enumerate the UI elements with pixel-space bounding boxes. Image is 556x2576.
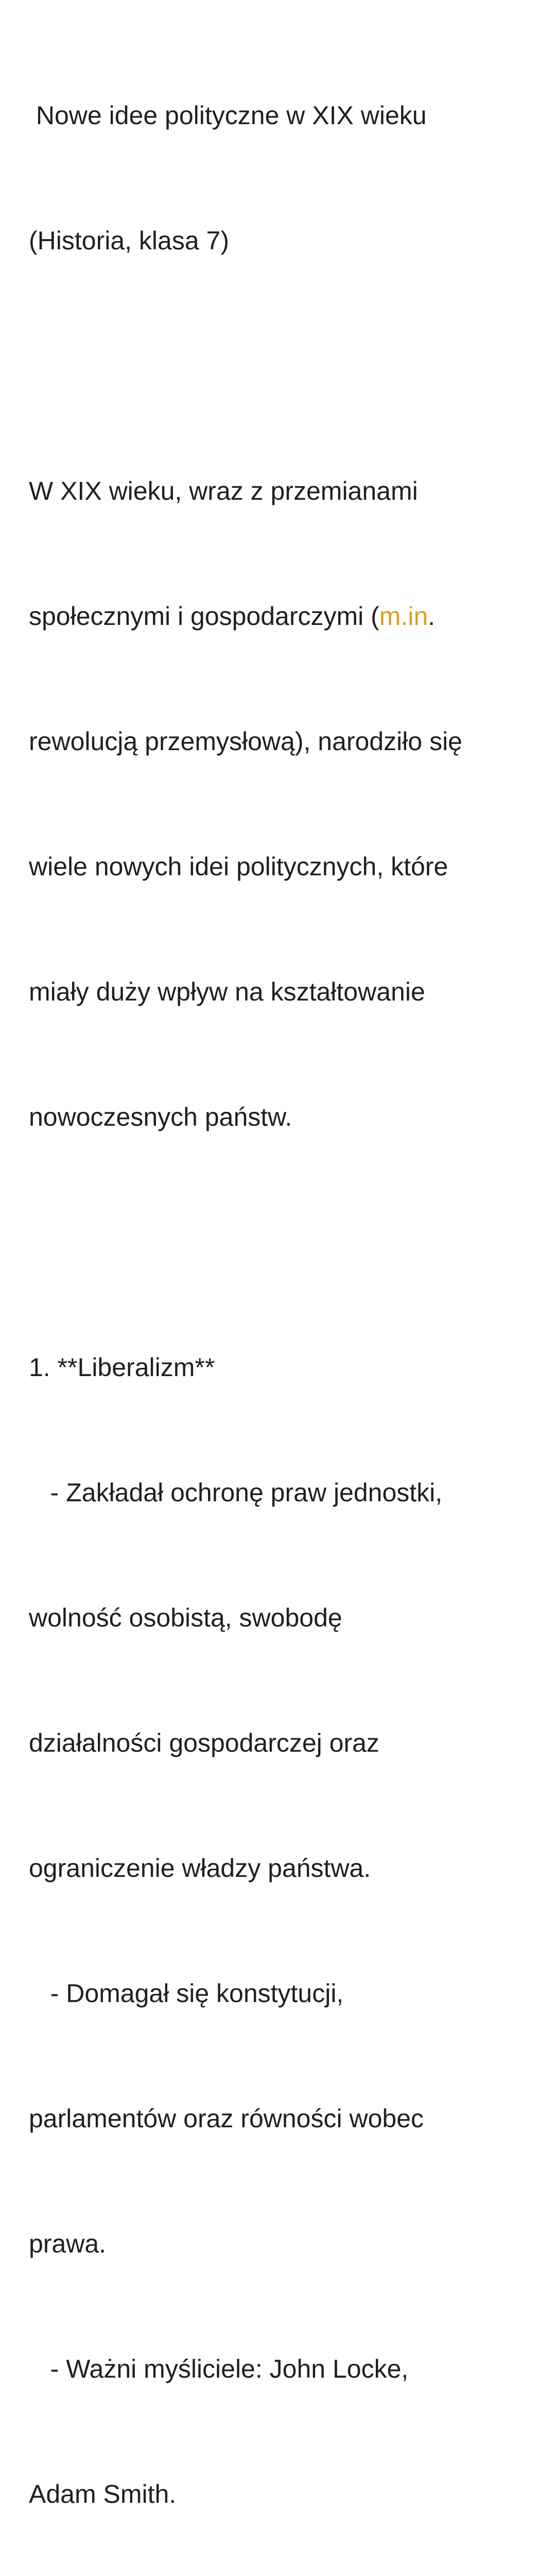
intro-line-post: .: [428, 602, 436, 631]
intro-line-with-link: [29, 596, 538, 637]
section-line: - Zakładał ochronę praw jednostki,: [29, 1478, 443, 1507]
note-subtitle-line: (Historia, klasa 7): [29, 226, 229, 255]
note-body: [29, 11, 538, 2576]
section-line: ograniczenie władzy państwa.: [29, 1854, 371, 1883]
intro-line: nowoczesnych państw.: [29, 1103, 292, 1131]
note-title-line: Nowe idee polityczne w XIX wieku: [29, 101, 427, 130]
section-line: działalności gospodarczej oraz: [29, 1728, 379, 1757]
intro-line-pre: społecznymi i gospodarczymi (: [29, 602, 379, 631]
section-line: - Ważni myśliciele: John Locke,: [29, 2354, 409, 2383]
section-line: - Domagał się konstytucji,: [29, 1979, 344, 2008]
section-line: prawa.: [29, 2229, 107, 2258]
blank-line: [29, 345, 538, 387]
section-line: parlamentów oraz równości wobec: [29, 2104, 424, 2133]
section-line: Adam Smith.: [29, 2480, 177, 2509]
intro-line: W XIX wieku, wraz z przemianami: [29, 477, 418, 505]
intro-line: wiele nowych idei politycznych, które: [29, 852, 448, 881]
min-link[interactable]: m.in: [379, 602, 428, 631]
section-heading-liberalizm: 1. **Liberalizm**: [29, 1353, 215, 1382]
blank-line: [29, 1222, 538, 1263]
section-line: wolność osobistą, swobodę: [29, 1603, 342, 1632]
intro-line: miały duży wpływ na kształtowanie: [29, 977, 425, 1006]
intro-line: rewolucją przemysłową), narodziło się: [29, 727, 462, 756]
